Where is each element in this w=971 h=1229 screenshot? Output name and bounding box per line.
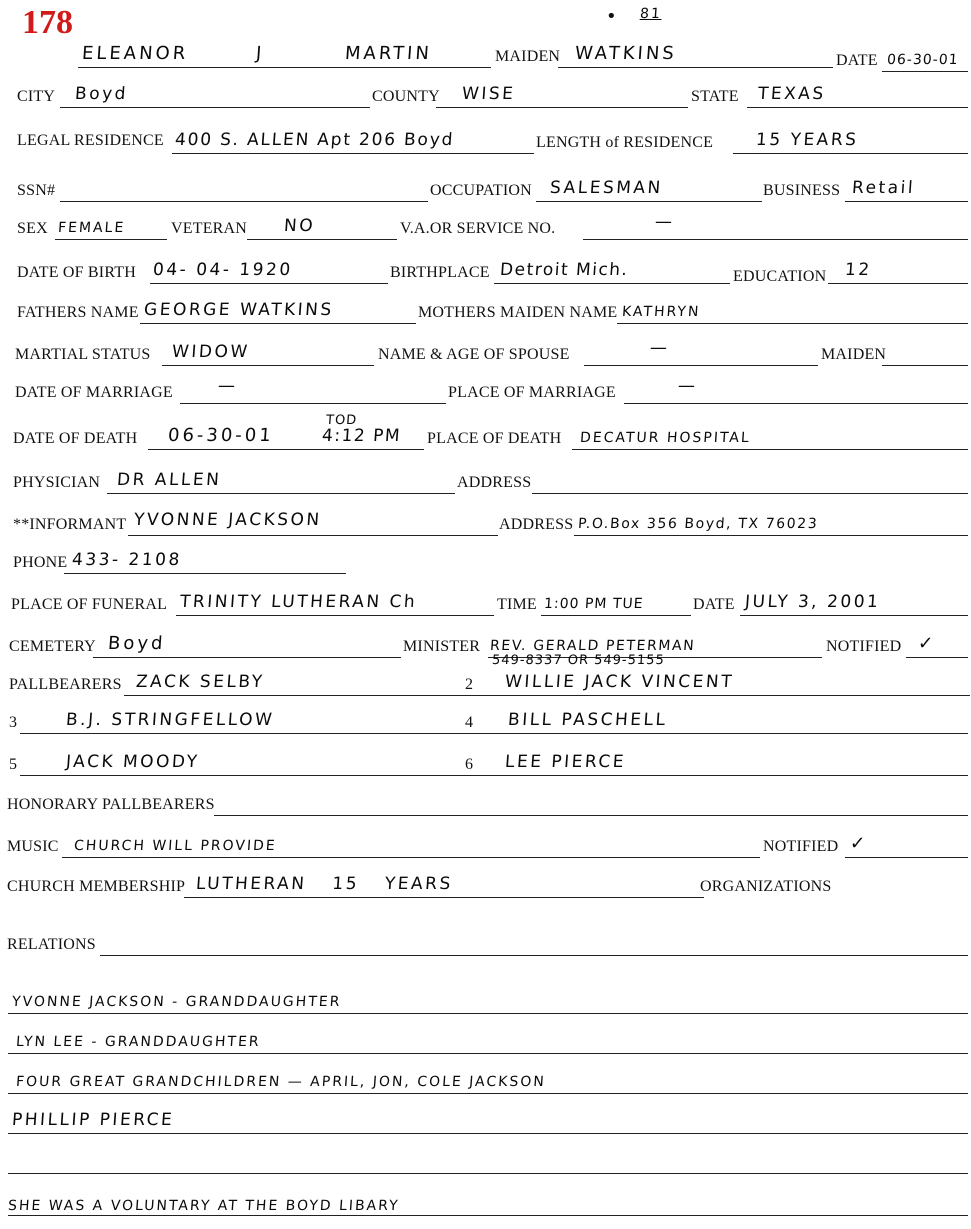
- maiden-label: MAIDEN: [495, 48, 561, 65]
- va-value: —: [654, 212, 676, 232]
- spouse-value: —: [649, 338, 671, 358]
- relation-text: SHE WAS A VOLUNTARY AT THE BOYD LIBARY: [7, 1198, 401, 1214]
- relation-text: FOUR GREAT GRANDCHILDREN — APRIL, JON, COLE JACKSON: [15, 1074, 547, 1090]
- maiden-value: WATKINS: [574, 43, 678, 64]
- pallbearer-6: LEE PIERCE: [504, 752, 627, 772]
- sex-value: FEMALE: [57, 220, 126, 236]
- county-label: COUNTY: [372, 88, 440, 105]
- city-value: Boyd: [74, 84, 129, 104]
- music-notified-label: NOTIFIED: [763, 838, 839, 855]
- phone-label: PHONE: [13, 554, 68, 571]
- dod-value: 06-30-01: [167, 425, 275, 446]
- music-value: CHURCH WILL PROVIDE: [73, 838, 278, 854]
- length-res-value: 15 YEARS: [755, 130, 860, 150]
- city-row: [0, 80, 971, 110]
- minister-notified-check: ✓: [917, 633, 937, 654]
- marital-value: WIDOW: [171, 342, 251, 362]
- relations-line-3: [0, 1066, 971, 1096]
- cemetery-row: [0, 630, 971, 668]
- funeral-date-value: JULY 3, 2001: [744, 592, 882, 612]
- mother-label: MOTHERS MAIDEN NAME: [418, 304, 618, 321]
- relations-row: [0, 928, 971, 958]
- business-label: BUSINESS: [763, 182, 841, 199]
- funeral-value: TRINITY LUTHERAN Ch: [179, 592, 418, 612]
- pod-label: PLACE OF DEATH: [427, 430, 562, 447]
- ssn-label: SSN#: [17, 182, 56, 199]
- relations-line-4: [0, 1106, 971, 1136]
- pallbearers-row-3: [0, 748, 971, 778]
- father-label: FATHERS NAME: [17, 304, 139, 321]
- informant-row: [0, 508, 971, 538]
- ssn-row: [0, 174, 971, 204]
- pallbearer-2-number: 2: [465, 676, 474, 693]
- informant-label: **INFORMANT: [13, 516, 127, 533]
- pom-value: —: [677, 376, 699, 396]
- sex-label: SEX: [17, 220, 48, 237]
- cemetery-label: CEMETERY: [9, 638, 96, 655]
- pallbearer-4-number: 4: [465, 714, 474, 731]
- funeral-time-value: 1:00 PM TUE: [543, 596, 645, 612]
- dod-time: 4:12 PM: [321, 426, 402, 446]
- relation-text: PHILLIP PIERCE: [11, 1110, 175, 1130]
- pallbearers-row-2: [0, 706, 971, 736]
- pallbearer-2: WILLIE JACK VINCENT: [504, 672, 735, 692]
- music-notified-check: ✓: [849, 833, 869, 854]
- last-name: MARTIN: [344, 43, 433, 64]
- legal-res-value: 400 S. ALLEN Apt 206 Boyd: [174, 130, 455, 150]
- legal-res-label: LEGAL RESIDENCE: [17, 132, 164, 149]
- pod-value: DECATUR HOSPITAL: [579, 430, 752, 446]
- pallbearer-4: BILL PASCHELL: [507, 710, 669, 730]
- funeral-row: [0, 588, 971, 618]
- pallbearer-3-number: 3: [9, 714, 18, 731]
- mother-value: KATHRYN: [621, 304, 701, 320]
- middle-initial: J: [255, 43, 266, 64]
- corner-mark: 81: [639, 6, 663, 22]
- dob-label: DATE OF BIRTH: [17, 264, 136, 281]
- parents-row: [0, 296, 971, 326]
- music-label: MUSIC: [7, 838, 59, 855]
- funeral-label: PLACE OF FUNERAL: [11, 596, 168, 613]
- city-label: CITY: [17, 88, 56, 105]
- pallbearer-5: JACK MOODY: [65, 752, 201, 772]
- state-label: STATE: [691, 88, 739, 105]
- business-value: Retail: [851, 178, 916, 198]
- occupation-value: SALESMAN: [549, 178, 664, 198]
- honorary-row: [0, 788, 971, 818]
- first-name: ELEANOR: [81, 43, 189, 64]
- dob-row: [0, 256, 971, 286]
- pallbearer-3: B.J. STRINGFELLOW: [65, 710, 276, 730]
- informant-value: YVONNE JACKSON: [133, 510, 323, 530]
- length-res-label: LENGTH of RESIDENCE: [536, 134, 714, 151]
- pallbearer-5-number: 5: [9, 756, 18, 773]
- honorary-label: HONORARY PALLBEARERS: [7, 796, 215, 813]
- phone-row: [0, 546, 971, 576]
- birthplace-value: Detroit Mich.: [499, 260, 630, 280]
- church-value: LUTHERAN 15 YEARS: [195, 874, 454, 894]
- minister-label: MINISTER: [403, 638, 481, 655]
- education-label: EDUCATION: [733, 268, 827, 285]
- organizations-label: ORGANIZATIONS: [700, 878, 832, 895]
- birthplace-label: BIRTHPLACE: [390, 264, 490, 281]
- pallbearers-label: PALLBEARERS: [9, 676, 122, 693]
- dob-value: 04- 04- 1920: [152, 260, 294, 280]
- marital-row: [0, 338, 971, 368]
- cemetery-value: Boyd: [107, 633, 167, 654]
- phone-value: 433- 2108: [71, 550, 183, 570]
- va-label: V.A.OR SERVICE NO.: [400, 220, 556, 237]
- sex-row: [0, 212, 971, 242]
- father-value: GEORGE WATKINS: [143, 300, 335, 320]
- minister-notified-label: NOTIFIED: [826, 638, 902, 655]
- veteran-label: VETERAN: [171, 220, 248, 237]
- dod-note: TOD: [325, 413, 358, 428]
- county-value: WISE: [461, 84, 517, 104]
- inf-address-value: P.O.Box 356 Boyd, TX 76023: [577, 516, 819, 532]
- state-value: TEXAS: [757, 84, 827, 104]
- funeral-date-label: DATE: [693, 596, 735, 613]
- relation-text: LYN LEE - GRANDDAUGHTER: [15, 1034, 262, 1050]
- inf-address-label: ADDRESS: [499, 516, 574, 533]
- legal-residence-row: [0, 126, 971, 156]
- pallbearers-row-1: [0, 668, 971, 698]
- church-row: [0, 870, 971, 900]
- physician-row: [0, 466, 971, 496]
- physician-label: PHYSICIAN: [13, 474, 101, 491]
- relation-text: YVONNE JACKSON - GRANDDAUGHTER: [11, 994, 342, 1010]
- date-value: 06-30-01: [886, 52, 960, 68]
- death-row: [0, 413, 971, 452]
- education-value: 12: [844, 260, 873, 280]
- name-row: [0, 40, 971, 70]
- pallbearer-1: ZACK SELBY: [135, 672, 266, 692]
- marital-label: MARTIAL STATUS: [15, 346, 151, 363]
- marriage-row: [0, 376, 971, 406]
- funeral-time-label: TIME: [497, 596, 537, 613]
- church-label: CHURCH MEMBERSHIP: [7, 878, 186, 895]
- pom-label: PLACE OF MARRIAGE: [448, 384, 616, 401]
- spouse-label: NAME & AGE OF SPOUSE: [378, 346, 570, 363]
- dom-label: DATE OF MARRIAGE: [15, 384, 173, 401]
- pallbearer-6-number: 6: [465, 756, 474, 773]
- minister-value: REV. GERALD PETERMAN: [489, 638, 696, 654]
- dod-label: DATE OF DEATH: [13, 430, 138, 447]
- relations-label: RELATIONS: [7, 936, 96, 953]
- dot-mark: •: [606, 6, 617, 27]
- music-row: [0, 830, 971, 860]
- relations-line-6: [0, 1192, 971, 1222]
- relations-line-2: [0, 1026, 971, 1056]
- occupation-label: OCCUPATION: [430, 182, 532, 199]
- phys-address-label: ADDRESS: [457, 474, 532, 491]
- veteran-value: NO: [283, 216, 316, 236]
- physician-value: DR ALLEN: [116, 470, 223, 490]
- minister-phone: 549-8337 OR 549-5155: [491, 653, 666, 668]
- relations-line-1: [0, 986, 971, 1016]
- dom-value: —: [217, 376, 239, 396]
- relations-line-5: [0, 1146, 971, 1176]
- record-number: 178: [22, 4, 73, 41]
- spouse-maiden-label: MAIDEN: [821, 346, 887, 363]
- date-label: DATE: [836, 52, 878, 69]
